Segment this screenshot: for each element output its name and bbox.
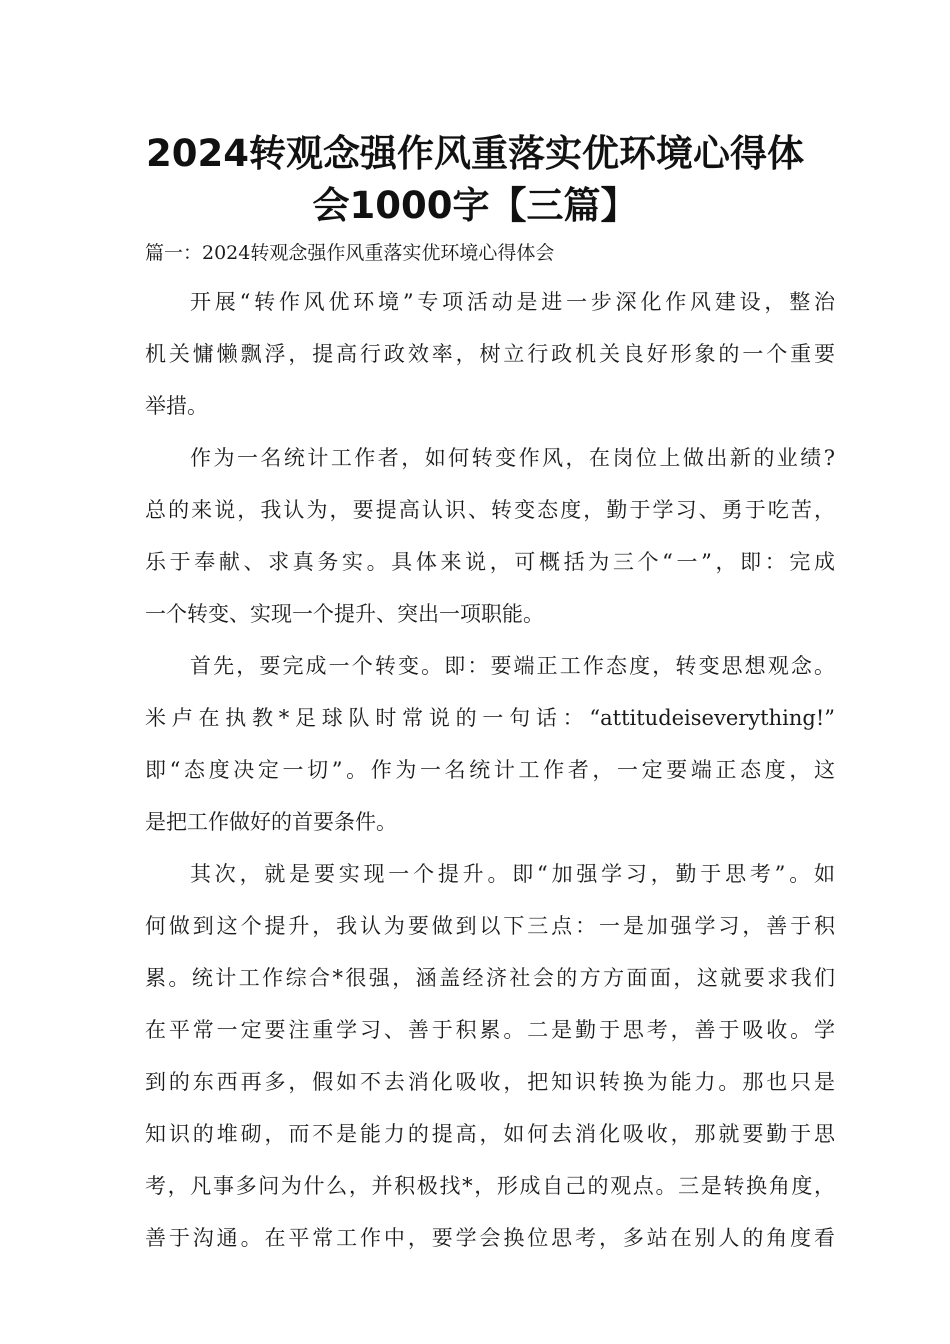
paragraph-line: 米卢在执教*足球队时常说的一句话：“attitudeiseverything!” [145,706,835,730]
paragraph-line: 知识的堆砌，而不是能力的提高，如何去消化吸收，那就要勤于思 [145,1122,835,1146]
paragraph-line: 其次，就是要实现一个提升。即“加强学习，勤于思考”。如 [190,862,835,886]
paragraph-line: 一个转变、实现一个提升、突出一项职能。 [145,602,544,626]
paragraph-line: 在平常一定要注重学习、善于积累。二是勤于思考，善于吸收。学 [145,1018,835,1042]
paragraph-line: 举措。 [145,394,208,418]
paragraph-line: 是把工作做好的首要条件。 [145,810,397,834]
paragraph-line: 开展“转作风优环境”专项活动是进一步深化作风建设，整治 [190,290,835,314]
paragraph-line: 乐于奉献、求真务实。具体来说，可概括为三个“一”，即：完成 [145,550,835,574]
paragraph-line: 即“态度决定一切”。作为一名统计工作者，一定要端正态度，这 [145,758,835,782]
title-line-1: 2024转观念强作风重落实优环境心得体 [146,132,804,175]
paragraph-line: 作为一名统计工作者，如何转变作风，在岗位上做出新的业绩? [190,446,835,470]
paragraph-line: 首先，要完成一个转变。即：要端正工作态度，转变思想观念。 [190,654,835,678]
document-title [100,128,850,232]
paragraph-line: 何做到这个提升，我认为要做到以下三点：一是加强学习，善于积 [145,914,835,938]
paragraph-line: 机关慵懒飘浮，提高行政效率，树立行政机关良好形象的一个重要 [145,342,835,366]
paragraph-line: 善于沟通。在平常工作中，要学会换位思考，多站在别人的角度看 [145,1226,835,1250]
paragraph-line: 到的东西再多，假如不去消化吸收，把知识转换为能力。那也只是 [145,1070,835,1094]
paragraph-line: 总的来说，我认为，要提高认识、转变态度，勤于学习、勇于吃苦， [145,498,835,522]
title-line-2: 会1000字【三篇】 [312,184,638,227]
section-heading: 篇一：2024转观念强作风重落实优环境心得体会 [145,242,555,264]
paragraph-line: 累。统计工作综合*很强，涵盖经济社会的方方面面，这就要求我们 [145,966,835,990]
paragraph-line: 考，凡事多问为什么，并积极找*，形成自己的观点。三是转换角度， [145,1174,835,1198]
